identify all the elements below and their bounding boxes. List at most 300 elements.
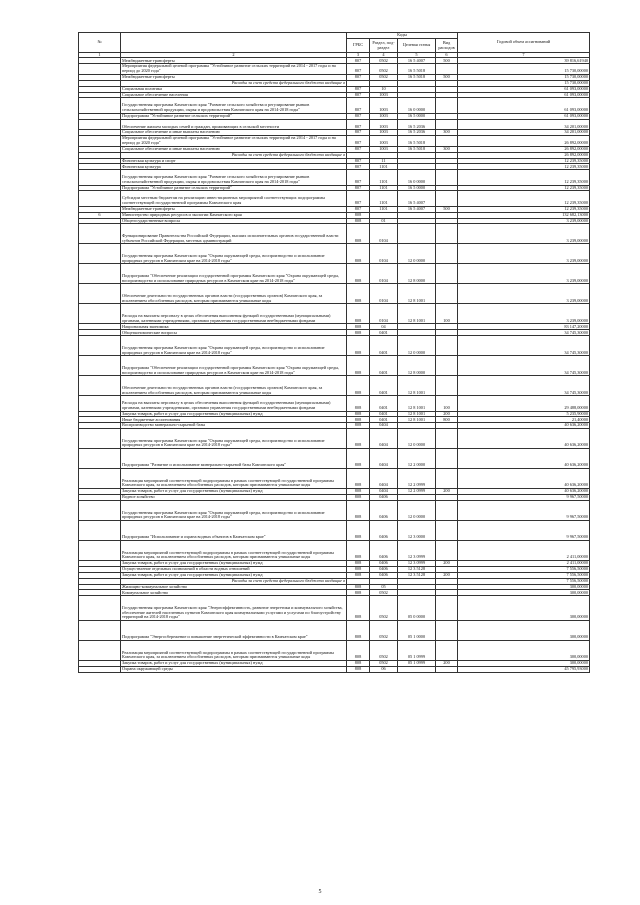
row-vid: 500 <box>436 74 458 80</box>
row-name: Жилищно-коммунальное хозяйство <box>121 584 347 590</box>
row-vid <box>436 284 458 304</box>
row-razdel: 06 <box>370 666 398 672</box>
row-grbs: 808 <box>347 596 370 621</box>
row-name: Иные бюджетные ассигнования <box>121 417 347 423</box>
row-vid: 300 <box>436 130 458 136</box>
row-vid: 100 <box>436 396 458 411</box>
row-grbs: 808 <box>347 520 370 540</box>
column-index: 4 <box>370 53 398 58</box>
row-razdel: 04 <box>370 324 398 330</box>
row-sum: 15 730,00000 <box>458 80 590 86</box>
row-sum: 61 093,00000 <box>458 113 590 119</box>
row-cs: 12 2 0999 <box>398 469 436 489</box>
row-number <box>79 396 121 411</box>
row-number <box>79 224 121 244</box>
row-grbs: 807 <box>347 191 370 206</box>
row-number <box>79 170 121 185</box>
row-grbs: 808 <box>347 429 370 449</box>
row-name: Межбюджетные трансферты <box>121 58 347 64</box>
column-index: 2 <box>121 53 347 58</box>
row-name: Мероприятия федеральной целевой программы "Устойчивое развитие сельских территорий на 2014 - 2017 годы и на период до 2020 года" <box>121 136 347 147</box>
row-name: Субсидии местным бюджетам на реализацию инвестиционных мероприятий соответствующих подпрограммы соответствующей государственной программы Камчатского края <box>121 191 347 206</box>
row-grbs: 807 <box>347 119 370 130</box>
table-row <box>79 449 590 469</box>
row-sum: 9 967,50000 <box>458 495 590 501</box>
row-name: Охрана окружающей среды <box>121 666 347 672</box>
row-number <box>79 520 121 540</box>
row-sum: 21,40000 <box>458 417 590 423</box>
row-sum: 3 239,00000 <box>458 244 590 264</box>
row-sum: 40 636,20000 <box>458 449 590 469</box>
header-number: № <box>79 33 121 53</box>
row-razdel: 1101 <box>370 185 398 191</box>
row-cs: 12 8 1001 <box>398 396 436 411</box>
row-razdel: 0401 <box>370 417 398 423</box>
row-grbs: 808 <box>347 449 370 469</box>
row-name: Государственная программа Камчатского края "Охрана окружающей среды, воспроизводство и использование природных ресурсов в Камчатском крае на 2014-2018 годы" <box>121 244 347 264</box>
row-razdel: 0406 <box>370 540 398 560</box>
row-vid: 200 <box>436 572 458 578</box>
row-sum: 3 239,00000 <box>458 304 590 324</box>
row-sum: 12 239,35000 <box>458 206 590 212</box>
row-vid: 200 <box>436 560 458 566</box>
header-sum: Годовой объем ассигнований <box>458 33 590 53</box>
row-grbs: 807 <box>347 146 370 152</box>
row-razdel: 0401 <box>370 396 398 411</box>
row-razdel: 10 <box>370 86 398 92</box>
row-cs: 12 3 5128 <box>398 572 436 578</box>
table-row <box>79 621 590 641</box>
row-name: Реализация мероприятий соответствующей подпрограммы в рамках соответствующей государственной программы Камчатского края, за исключением обособленных расходов, которым присваиваются уникальные коды <box>121 641 347 661</box>
row-grbs: 808 <box>347 224 370 244</box>
row-number <box>79 98 121 113</box>
row-grbs: 808 <box>347 324 370 330</box>
row-grbs: 807 <box>347 98 370 113</box>
table-row <box>79 119 590 130</box>
row-number <box>79 596 121 621</box>
table-row <box>79 429 590 449</box>
header-codes: Коды <box>347 33 458 39</box>
row-name: Закупка товаров, работ и услуг для государственных (муниципальных) нужд <box>121 560 347 566</box>
row-cs: 12 3 5128 <box>398 566 436 572</box>
row-razdel: 0406 <box>370 566 398 572</box>
table-row <box>79 98 590 113</box>
row-grbs: 808 <box>347 330 370 336</box>
table-row <box>79 666 590 672</box>
row-number <box>79 356 121 376</box>
row-razdel: 0104 <box>370 244 398 264</box>
table-row <box>79 376 590 396</box>
row-name: Государственная программа Камчатского края "Энергоэффективность, развитие энергетики и коммунального хозяйства, обеспечение жителей населенных пунктов Камчатского края коммунальными услугами и услугами по благоустройству территорий на 2014-2018 годы" <box>121 596 347 621</box>
row-razdel: 1003 <box>370 92 398 98</box>
row-sum: 61 093,00000 <box>458 92 590 98</box>
row-vid: 200 <box>436 661 458 667</box>
row-razdel: 1003 <box>370 136 398 147</box>
row-grbs: 808 <box>347 423 370 429</box>
row-cs: 12 8 1001 <box>398 411 436 417</box>
row-cs <box>398 224 436 244</box>
row-grbs: 807 <box>347 92 370 98</box>
row-grbs: 807 <box>347 136 370 147</box>
row-name: Подпрограмма "Устойчивое развитие сельских территорий" <box>121 185 347 191</box>
row-sum: 12 239,35000 <box>458 158 590 164</box>
row-razdel: 0401 <box>370 411 398 417</box>
row-sum: 26 892,00000 <box>458 136 590 147</box>
row-grbs: 808 <box>347 666 370 672</box>
header-razdel: Раздел, под-раздел <box>370 39 398 53</box>
row-sum: 15 730,00000 <box>458 74 590 80</box>
row-cs: 16 5 5018 <box>398 146 436 152</box>
row-vid <box>436 170 458 185</box>
table-row <box>79 191 590 206</box>
row-vid <box>436 119 458 130</box>
row-vid: 500 <box>436 58 458 64</box>
row-sum: 300,00000 <box>458 641 590 661</box>
row-razdel: 1101 <box>370 170 398 185</box>
row-vid <box>436 98 458 113</box>
row-sum: 300,00000 <box>458 661 590 667</box>
row-name: Закупка товаров, работ и услуг для государственных (муниципальных) нужд <box>121 489 347 495</box>
row-vid <box>436 136 458 147</box>
row-name: Расходы за счет средств федерального бюджета входящие в <box>121 578 347 584</box>
row-name: Воспроизводство минерально-сырьевой базы <box>121 423 347 429</box>
row-number <box>79 244 121 264</box>
row-grbs: 808 <box>347 560 370 566</box>
row-vid <box>436 244 458 264</box>
row-name: Расходы на выплаты персоналу в целях обеспечения выполнения функций государственными (муниципальными) органами, казенными учреждениями, органами управления государственными внебюджетными фондами <box>121 304 347 324</box>
row-grbs: 808 <box>347 212 370 218</box>
header-cs: Целевая статья <box>398 39 436 53</box>
row-sum: 9 967,50000 <box>458 520 590 540</box>
row-grbs: 807 <box>347 74 370 80</box>
row-cs: 16 5 5018 <box>398 64 436 75</box>
row-grbs: 808 <box>347 540 370 560</box>
row-vid <box>436 429 458 449</box>
table-row <box>79 500 590 520</box>
row-number <box>79 136 121 147</box>
row-cs: 12 3 0999 <box>398 540 436 560</box>
row-razdel: 0104 <box>370 264 398 284</box>
row-razdel: 0404 <box>370 489 398 495</box>
row-number <box>79 540 121 560</box>
row-razdel: 0104 <box>370 284 398 304</box>
row-name: Общеэкономические вопросы <box>121 330 347 336</box>
row-name: Государственная программа Камчатского края "Охрана окружающей среды, воспроизводство и использование природных ресурсов в Камчатском крае на 2014-2018 годы" <box>121 429 347 449</box>
row-cs: 05 1 0999 <box>398 641 436 661</box>
row-name: Осуществление отдельных полномочий в области водных отношений <box>121 566 347 572</box>
row-razdel: 0406 <box>370 500 398 520</box>
row-vid: 200 <box>436 489 458 495</box>
table-row <box>79 264 590 284</box>
table-row <box>79 170 590 185</box>
row-name: Физическая культура и спорт <box>121 158 347 164</box>
row-vid <box>436 500 458 520</box>
row-name: Министерство природных ресурсов и экологии Камчатского края <box>121 212 347 218</box>
row-name: Закупка товаров, работ и услуг для государственных (муниципальных) нужд <box>121 411 347 417</box>
row-name: Закупка товаров, работ и услуг для государственных (муниципальных) нужд <box>121 572 347 578</box>
row-vid <box>436 540 458 560</box>
row-vid <box>436 191 458 206</box>
row-razdel: 1101 <box>370 191 398 206</box>
row-cs: 05 1 0000 <box>398 621 436 641</box>
row-razdel: 0404 <box>370 429 398 449</box>
row-vid <box>436 666 458 672</box>
row-sum: 5 235,90000 <box>458 411 590 417</box>
header-grbs: ГРБС <box>347 39 370 53</box>
row-razdel: 0401 <box>370 376 398 396</box>
row-name: Социальная политика <box>121 86 347 92</box>
row-number <box>79 429 121 449</box>
row-sum: 3 239,00000 <box>458 224 590 244</box>
row-cs: 16 5 4007 <box>398 206 436 212</box>
row-razdel: 0502 <box>370 74 398 80</box>
row-cs: 12 3 0999 <box>398 560 436 566</box>
row-cs: 16 0 0000 <box>398 98 436 113</box>
row-razdel: 0406 <box>370 495 398 501</box>
row-razdel: 0502 <box>370 641 398 661</box>
row-razdel: 1101 <box>370 206 398 212</box>
row-name: Обеспечение жильем молодых семей и граждан, проживающих в сельской местности <box>121 119 347 130</box>
row-name: Расходы за счет средств федерального бюджета входящие в <box>121 152 347 158</box>
row-grbs: 808 <box>347 417 370 423</box>
row-name: Обеспечение деятельности государственных органов власти (государственных органов) Камчатского края, за исключением обособленных расходов, которым присваиваются уникальные коды <box>121 376 347 396</box>
row-razdel: 0404 <box>370 469 398 489</box>
row-name: Мероприятия федеральной целевой программы "Устойчивое развитие сельских территорий на 2014 - 2017 годы и на период до 2020 года" <box>121 64 347 75</box>
row-name: Физическая культура <box>121 164 347 170</box>
row-cs: 12 0 0000 <box>398 336 436 356</box>
table-row <box>79 64 590 75</box>
row-vid <box>436 264 458 284</box>
row-grbs: 807 <box>347 86 370 92</box>
row-vid: 300 <box>436 146 458 152</box>
row-razdel: 0502 <box>370 590 398 596</box>
row-razdel: 0406 <box>370 520 398 540</box>
row-sum: 40 636,20000 <box>458 429 590 449</box>
row-name: Национальная экономика <box>121 324 347 330</box>
column-index: 3 <box>347 53 370 58</box>
row-razdel: 0502 <box>370 596 398 621</box>
row-grbs: 807 <box>347 206 370 212</box>
row-grbs: 808 <box>347 218 370 224</box>
row-razdel: 0502 <box>370 58 398 64</box>
row-razdel: 0401 <box>370 330 398 336</box>
row-grbs: 807 <box>347 113 370 119</box>
row-grbs: 807 <box>347 64 370 75</box>
row-razdel: 1003 <box>370 146 398 152</box>
row-razdel: 0502 <box>370 661 398 667</box>
row-sum: 34 745,30000 <box>458 356 590 376</box>
row-sum: 12 239,35000 <box>458 170 590 185</box>
row-number <box>79 336 121 356</box>
row-vid <box>436 449 458 469</box>
table-row <box>79 136 590 147</box>
row-number <box>79 119 121 130</box>
row-cs: 05 1 0999 <box>398 661 436 667</box>
row-vid <box>436 596 458 621</box>
row-name: Государственная программа Камчатского края "Охрана окружающей среды, воспроизводство и использование природных ресурсов в Камчатском крае на 2014-2018 годы" <box>121 500 347 520</box>
row-vid <box>436 469 458 489</box>
row-sum: 3 239,00000 <box>458 264 590 284</box>
row-cs: 12 8 0000 <box>398 264 436 284</box>
table-row <box>79 520 590 540</box>
row-cs: 16 5 0000 <box>398 113 436 119</box>
row-cs: 12 0 0000 <box>398 429 436 449</box>
row-vid <box>436 64 458 75</box>
row-grbs: 808 <box>347 572 370 578</box>
row-cs: 05 0 0000 <box>398 596 436 621</box>
row-razdel: 1101 <box>370 164 398 170</box>
row-cs: 16 5 4007 <box>398 58 436 64</box>
row-name: Закупка товаров, работ и услуг для государственных (муниципальных) нужд <box>121 661 347 667</box>
row-grbs: 808 <box>347 495 370 501</box>
row-grbs: 808 <box>347 411 370 417</box>
row-grbs: 808 <box>347 356 370 376</box>
row-name: Расходы на выплаты персоналу в целях обеспечения выполнения функций государственными (муниципальными) органами, казенными учреждениями, органами управления государственными внебюджетными фондами <box>121 396 347 411</box>
row-name: Водное хозяйство <box>121 495 347 501</box>
row-razdel: 0104 <box>370 304 398 324</box>
row-number <box>79 376 121 396</box>
row-grbs: 808 <box>347 590 370 596</box>
row-name: Обеспечение деятельности государственных органов власти (государственных органов) Камчатского края, за исключением обособленных расходов, которым присваиваются уникальные коды <box>121 284 347 304</box>
row-razdel: 1003 <box>370 113 398 119</box>
row-number <box>79 284 121 304</box>
row-sum: 39 816,61940 <box>458 58 590 64</box>
row-number <box>79 469 121 489</box>
row-cs: 12 8 1001 <box>398 284 436 304</box>
row-cs <box>398 666 436 672</box>
row-grbs: 808 <box>347 621 370 641</box>
row-grbs: 807 <box>347 158 370 164</box>
row-cs: 16 5 2036 <box>398 119 436 130</box>
row-razdel: 01 <box>370 218 398 224</box>
row-name: Подпрограмма "Обеспечение реализации государственной программы Камчатского края "Охрана окружающей среды, воспроизводство и использование природных ресурсов в Камчатском крае на 2014-2018 годы" <box>121 356 347 376</box>
row-number <box>79 304 121 324</box>
row-vid <box>436 621 458 641</box>
row-cs: 12 3 0000 <box>398 520 436 540</box>
row-vid <box>436 224 458 244</box>
row-cs: 12 8 0000 <box>398 356 436 376</box>
row-sum: 300,00000 <box>458 584 590 590</box>
row-grbs: 807 <box>347 170 370 185</box>
row-sum: 61 093,00000 <box>458 86 590 92</box>
table-row <box>79 244 590 264</box>
row-name: Подпрограмма "Обеспечение реализации государственной программы Камчатского края "Охрана окружающей среды, воспроизводство и использование природных ресурсов в Камчатском крае на 2014-2018 годы" <box>121 264 347 284</box>
row-name: Государственная программа Камчатского края "Развитие сельского хозяйства и регулирование рынков сельскохозяйственной продукции, сырья и продовольствия Камчатского края на 2014-2018 годы" <box>121 98 347 113</box>
row-grbs: 807 <box>347 130 370 136</box>
row-sum: 83 147,20000 <box>458 324 590 330</box>
table-row <box>79 641 590 661</box>
row-razdel: 0406 <box>370 572 398 578</box>
row-name: Социальное обеспечение населения <box>121 92 347 98</box>
row-cs: 12 8 1001 <box>398 376 436 396</box>
row-razdel: 0401 <box>370 356 398 376</box>
table-row <box>79 224 590 244</box>
row-name: Подпрограмма "Устойчивое развитие сельских территорий" <box>121 113 347 119</box>
row-sum: 34 745,30000 <box>458 336 590 356</box>
row-cs: 16 0 0000 <box>398 170 436 185</box>
row-sum: 2 411,00000 <box>458 560 590 566</box>
row-razdel: 0502 <box>370 621 398 641</box>
table-row <box>79 336 590 356</box>
row-grbs: 808 <box>347 304 370 324</box>
row-name: Реализация мероприятий соответствующей подпрограммы в рамках соответствующей государственной программы Камчатского края, за исключением обособленных расходов, которым присваиваются уникальные коды <box>121 469 347 489</box>
table-row <box>79 469 590 489</box>
row-cs: 12 8 1001 <box>398 417 436 423</box>
row-cs: 12 2 0000 <box>398 449 436 469</box>
row-cs: 12 0 0000 <box>398 500 436 520</box>
row-grbs: 807 <box>347 164 370 170</box>
row-number <box>79 641 121 661</box>
row-sum: 40 636,20000 <box>458 423 590 429</box>
row-grbs: 808 <box>347 396 370 411</box>
row-grbs: 808 <box>347 376 370 396</box>
column-index: 1 <box>79 53 121 58</box>
row-sum: 9 967,50000 <box>458 500 590 520</box>
row-sum: 26 892,00000 <box>458 146 590 152</box>
row-number <box>79 264 121 284</box>
row-sum: 12 239,35000 <box>458 164 590 170</box>
row-razdel: 11 <box>370 158 398 164</box>
row-name: Социальное обеспечение и иные выплаты населению <box>121 146 347 152</box>
row-cs: 12 2 0999 <box>398 489 436 495</box>
row-grbs: 808 <box>347 469 370 489</box>
row-razdel: 0406 <box>370 560 398 566</box>
row-grbs: 807 <box>347 58 370 64</box>
header-name <box>121 33 347 53</box>
row-name: Подпрограмма "Энергосбережение и повышение энергетической эффективности в Камчатском крае" <box>121 621 347 641</box>
row-grbs: 808 <box>347 244 370 264</box>
row-name: Реализация мероприятий соответствующей подпрограммы в рамках соответствующей государственной программы Камчатского края, за исключением обособленных расходов, которым присваиваются уникальные коды <box>121 540 347 560</box>
row-name: Функционирование Правительства Российской Федерации, высших исполнительных органов государственной власти субъектов Российской Федерации, местных администраций <box>121 224 347 244</box>
column-index: 6 <box>436 53 458 58</box>
row-cs: 16 5 0000 <box>398 185 436 191</box>
row-sum: 29 488,00000 <box>458 396 590 411</box>
row-cs: 16 5 5018 <box>398 136 436 147</box>
row-sum: 34 201,00000 <box>458 130 590 136</box>
row-sum: 2 411,00000 <box>458 540 590 560</box>
row-razdel: 1003 <box>370 119 398 130</box>
row-vid <box>436 356 458 376</box>
row-cs: 16 5 4007 <box>398 191 436 206</box>
row-grbs: 808 <box>347 566 370 572</box>
row-grbs: 808 <box>347 264 370 284</box>
row-razdel: 0502 <box>370 64 398 75</box>
row-sum: 45 795,93000 <box>458 666 590 672</box>
row-sum: 300,00000 <box>458 596 590 621</box>
row-cs: 16 5 2036 <box>398 130 436 136</box>
row-name: Подпрограмма "Использование и охрана водных объектов в Камчатском крае" <box>121 520 347 540</box>
row-sum: 7 556,50000 <box>458 566 590 572</box>
row-razdel: 05 <box>370 584 398 590</box>
row-sum: 15 730,00000 <box>458 64 590 75</box>
row-vid: 500 <box>436 206 458 212</box>
row-vid <box>436 641 458 661</box>
budget-table <box>78 32 590 673</box>
table-row <box>79 304 590 324</box>
row-name: Общегосударственные вопросы <box>121 218 347 224</box>
row-razdel: 0404 <box>370 423 398 429</box>
row-sum: 3 239,00000 <box>458 218 590 224</box>
row-name: Межбюджетные трансферты <box>121 206 347 212</box>
column-index: 7 <box>458 53 590 58</box>
row-razdel: 1003 <box>370 130 398 136</box>
row-sum: 34 745,30000 <box>458 330 590 336</box>
row-number <box>79 666 121 672</box>
row-razdel: 0404 <box>370 449 398 469</box>
row-sum: 300,00000 <box>458 621 590 641</box>
column-index: 5 <box>398 53 436 58</box>
table-row <box>79 284 590 304</box>
